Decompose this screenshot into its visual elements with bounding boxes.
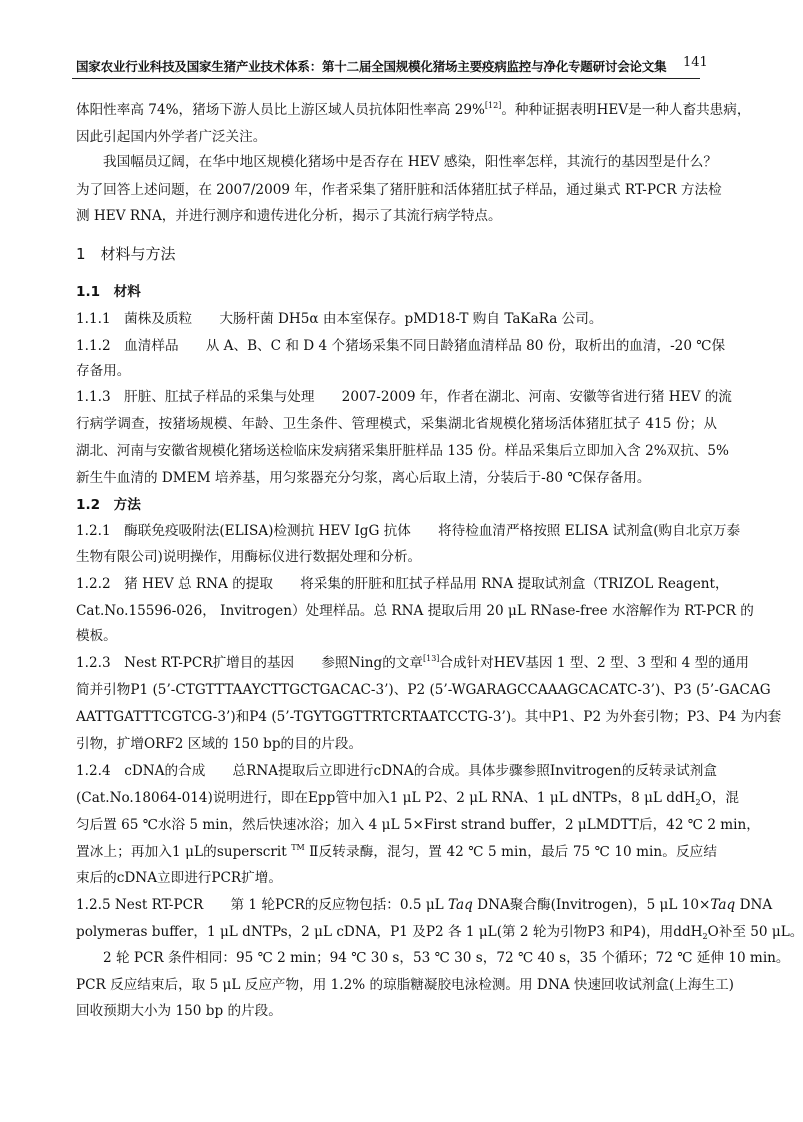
text-span: 置冰上；再加入1 μL的superscrit (76, 844, 292, 860)
text-line (76, 816, 760, 834)
superscript: [12] (484, 101, 502, 110)
text-span: 1.2.2 猪 HEV 总 RNA 的提取 将采集的肝脏和肛拭子样品用 RNA 提取试剂盒（TRIZOL Reagent， (76, 576, 729, 592)
italic-text: Taq (448, 897, 473, 913)
text-line (76, 388, 732, 406)
text-line (76, 976, 734, 994)
text-span: AATTGATTTCGTCG-3’)和P4 (5’-TGYTGGTTRTCRTAATCCTG-3’)。其中P1、P2 为外套引物；P3、P4 为内套 (76, 709, 782, 725)
text-span: O补至 50 μL。 (707, 924, 803, 940)
text-span: polymeras buffer，1 μL dNTPs，2 μL cDNA，P1 及P2 各 1 μL(第 2 轮为引物P3 和P4)，用ddH (76, 924, 703, 940)
subscript: 2 (695, 798, 701, 807)
text-span: 引物，扩增ORF2 区域的 150 bp的目的片段。 (76, 736, 363, 752)
text-span: DNA聚合酶(Invitrogen)，5 μL 10× (472, 897, 711, 913)
text-span: 体阳性率高 74%，猪场下游人员比上游区域人员抗体阳性率高 29% (76, 102, 485, 118)
text-span: 模板。 (76, 628, 117, 644)
superscript: TM (291, 843, 305, 852)
text-span: O，混 (700, 790, 739, 806)
text-span: 匀后置 65 ℃水浴 5 min，然后快速冰浴；加入 4 μL 5×First strand buffer，2 μLMDTT后，42 ℃ 2 min， (76, 817, 760, 833)
text-line (76, 207, 717, 225)
text-line (76, 337, 726, 355)
text-span: (Cat.No.18064-014)说明进行，即在Epp管中加入1 μL P2、2 μL RNA、1 μL dNTPs，8 μL ddH (76, 790, 696, 806)
text-line (76, 789, 739, 807)
text-span: 存备用。 (76, 363, 131, 379)
text-span: 合成针对HEV基因 1 型、2 型、3 型和 4 型的通用 (439, 655, 750, 671)
text-span: 简并引物P1 (5’-CTGTTTAAYCTTGCTGACAC-3’)、P2 (5’-WGARAGCCAAAGCACATC-3’)、P3 (5’-GACAG (76, 682, 771, 698)
text-span: 回收预期大小为 150 bp 的片段。 (76, 1003, 282, 1019)
text-span: 我国幅员辽阔，在华中地区规模化猪场中是否存在 HEV 感染，阳性率怎样，其流行的基因型是什么？ (103, 154, 717, 170)
text-line (76, 762, 717, 780)
text-line (76, 442, 729, 460)
text-line (76, 101, 751, 119)
text-span: 1.2.3 Nest RT-PCR扩增目的基因 参照Ning的文章 (76, 655, 423, 671)
text-line (76, 602, 754, 620)
text-line (76, 923, 803, 941)
text-span: Ⅱ反转录酶，混匀，置 42 ℃ 5 min，最后 75 ℃ 10 min。反应结 (304, 844, 717, 860)
text-line (76, 843, 717, 861)
subscript: 2 (702, 932, 708, 941)
header-rule (72, 78, 700, 79)
text-line (76, 469, 717, 487)
section-heading (76, 283, 717, 301)
text-line (76, 1002, 717, 1020)
section-heading (76, 245, 717, 263)
text-line (76, 522, 741, 540)
text-line (76, 627, 717, 645)
text-line (76, 681, 771, 699)
text-line (76, 415, 717, 433)
text-line (76, 708, 782, 726)
text-line (76, 735, 717, 753)
text-span: 1.2.4 cDNA的合成 总RNA提取后立即进行cDNA的合成。具体步骤参照Invitrogen的反转录试剂盒 (76, 763, 717, 779)
text-span: 因此引起国内外学者广泛关注。 (76, 129, 267, 145)
text-line (76, 153, 717, 171)
text-span: 1 材料与方法 (76, 245, 176, 263)
text-span: 湖北、河南与安徽省规模化猪场送检临床发病猪采集肝脏样品 135 份。样品采集后立即加入含 2%双抗、5% (76, 443, 729, 459)
text-span: 1.2.1 酶联免疫吸附法(ELISA)检测抗 HEV IgG 抗体 将待检血清严格按照 ELISA 试剂盒(购自北京万泰 (76, 523, 741, 539)
superscript: [13] (422, 654, 440, 663)
text-line (76, 575, 729, 593)
text-span: DNA (735, 897, 773, 913)
text-span: PCR 反应结束后，取 5 μL 反应产物，用 1.2% 的琼脂糖凝胶电泳检测。用 DNA 快速回收试剂盒(上海生工) (76, 977, 734, 993)
text-line (76, 548, 717, 566)
text-span: 1.1 材料 (76, 284, 141, 300)
text-span: 行病学调查，按猪场规模、年龄、卫生条件、管理模式，采集湖北省规模化猪场活体猪肛拭子 415 份；从 (76, 416, 717, 432)
text-line (76, 896, 773, 914)
text-span: 1.1.1 菌株及质粒 大肠杆菌 DH5α 由本室保存。pMD18-T 购自 TaKaRa 公司。 (76, 311, 603, 327)
text-line (76, 310, 717, 328)
text-line (76, 181, 722, 199)
italic-text: Taq (710, 897, 736, 913)
text-span: 1.1.3 肝脏、肛拭子样品的采集与处理 2007-2009 年，作者在湖北、河南、安徽等省进行猪 HEV 的流 (76, 389, 732, 405)
text-span: 1.2.5 Nest RT-PCR 第 1 轮PCR的反应物包括：0.5 μL (76, 897, 449, 913)
text-span: 测 HEV RNA，并进行测序和遗传进化分析，揭示了其流行病学特点。 (76, 208, 502, 224)
text-line (76, 362, 717, 380)
text-span: 。种种证据表明HEV是一种人畜共患病， (501, 102, 751, 118)
text-span: 1.1.2 血清样品 从 A、B、C 和 D 4 个猪场采集不同日龄猪血清样品 80 份，取析出的血清，-20 ℃保 (76, 338, 726, 354)
text-span: 为了回答上述问题，在 2007/2009 年，作者采集了猪肝脏和活体猪肛拭子样品，通过巢式 RT-PCR 方法检 (76, 182, 722, 198)
text-line (76, 128, 717, 146)
text-line (76, 654, 750, 672)
running-header-title: 国家农业行业科技及国家生猪产业技术体系：第十二届全国规模化猪场主要疫病监控与净化专题研讨会论文集 (76, 59, 667, 74)
section-heading (76, 496, 717, 514)
text-span: 生物有限公司)说明操作，用酶标仪进行数据处理和分析。 (76, 549, 422, 565)
text-span: 新生牛血清的 DMEM 培养基，用匀浆器充分匀浆，离心后取上清，分装后于-80 ℃保存备用。 (76, 470, 651, 486)
text-span: Cat.No.15596-026， Invitrogen）处理样品。总 RNA 提取后用 20 μL RNase-free 水溶解作为 RT-PCR 的 (76, 603, 754, 619)
text-line (76, 869, 717, 887)
page-number: 141 (683, 55, 708, 70)
text-span: 1.2 方法 (76, 497, 141, 513)
text-span: 2 轮 PCR 条件相同：95 ℃ 2 min；94 ℃ 30 s，53 ℃ 30 s，72 ℃ 40 s，35 个循环；72 ℃ 延伸 10 min。 (103, 950, 790, 966)
text-line (76, 949, 790, 967)
text-span: 束后的cDNA立即进行PCR扩增。 (76, 870, 282, 886)
